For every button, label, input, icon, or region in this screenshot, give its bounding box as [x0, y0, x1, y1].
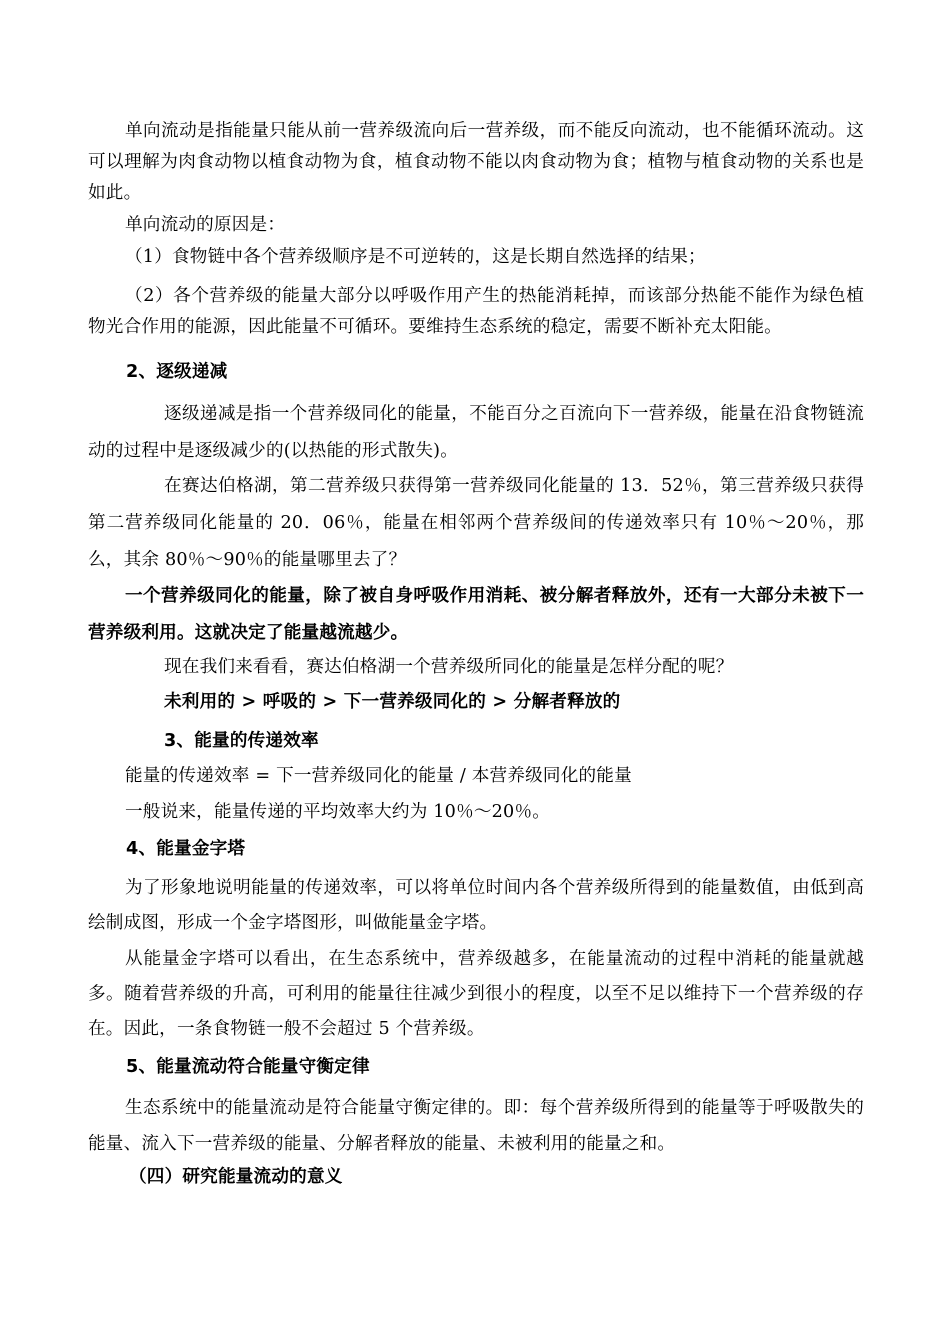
paragraph-reason-1: （1）食物链中各个营养级顺序是不可逆转的，这是长期自然选择的结果；	[125, 247, 706, 267]
paragraph-energy-allocation-order: 未利用的 > 呼吸的 > 下一营养级同化的 > 分解者释放的	[164, 692, 621, 712]
paragraph-transfer-efficiency-formula: 能量的传递效率 = 下一营养级同化的能量 / 本营养级同化的能量	[125, 766, 632, 786]
paragraph-reason-2	[88, 281, 864, 343]
heading-stepwise-decrease: 2、逐级递减	[126, 362, 228, 382]
paragraph-stepwise-decrease-definition: 逐级递减是指一个营养级同化的能量，不能百分之百流向下一营养级，能量在沿食物链流动的过程中是逐级减少的(以热能的形式散失)。	[88, 404, 864, 461]
paragraph-energy-allocation-question: 现在我们来看看，赛达伯格湖一个营养级所同化的能量是怎样分配的呢？	[164, 657, 734, 677]
paragraph-energy-decrease-reason: 一个营养级同化的能量，除了被自身呼吸作用消耗、被分解者释放外，还有一大部分未被下一营养级利用。这就决定了能量越流越少。	[88, 586, 864, 643]
paragraph-conservation-law: 生态系统中的能量流动是符合能量守衡定律的。即：每个营养级所得到的能量等于呼吸散失的能量、流入下一营养级的能量、分解者释放的能量、未被利用的能量之和。	[88, 1098, 864, 1154]
paragraph-energy-pyramid-definition: 为了形象地说明能量的传递效率，可以将单位时间内各个营养级所得到的能量数值，由低到高绘制成图，形成一个金字塔图形，叫做能量金字塔。	[88, 878, 864, 933]
paragraph-cedar-bog-lake-efficiency: 在赛达伯格湖，第二营养级只获得第一营养级同化能量的 13．52％，第三营养级只获得第二营养级同化能量的 20．06％，能量在相邻两个营养级间的传递效率只有 10％～20％，那么，其余 80％～90％的能量哪里去了？	[88, 476, 864, 570]
heading-energy-pyramid: 4、能量金字塔	[126, 839, 246, 859]
paragraph-one-way-flow-reason-intro: 单向流动的原因是：	[125, 215, 286, 235]
heading-conservation-law: 5、能量流动符合能量守衡定律	[126, 1057, 370, 1077]
paragraph-reason-2-text: （2）各个营养级的能量大部分以呼吸作用产生的热能消耗掉，而该部分热能不能作为绿色植物光合作用的能源，因此能量不可循环。要维持生态系统的稳定，需要不断补充太阳能。	[88, 286, 864, 337]
heading-significance-of-energy-flow: （四）研究能量流动的意义	[129, 1167, 343, 1187]
paragraph-one-way-flow-definition: 单向流动是指能量只能从前一营养级流向后一营养级，而不能反向流动，也不能循环流动。这可以理解为肉食动物以植食动物为食，植食动物不能以肉食动物为食；植物与植食动物的关系也是如此。	[88, 121, 864, 203]
paragraph-energy-pyramid-analysis: 从能量金字塔可以看出，在生态系统中，营养级越多，在能量流动的过程中消耗的能量就越多。随着营养级的升高，可利用的能量往往减少到很小的程度，以至不足以维持下一个营养级的存在。因此，一条食物链一般不会超过 5 个营养级。	[88, 949, 864, 1039]
paragraph-average-efficiency: 一般说来，能量传递的平均效率大约为 10％～20％。	[125, 802, 551, 822]
heading-transfer-efficiency: 3、能量的传递效率	[164, 731, 319, 751]
